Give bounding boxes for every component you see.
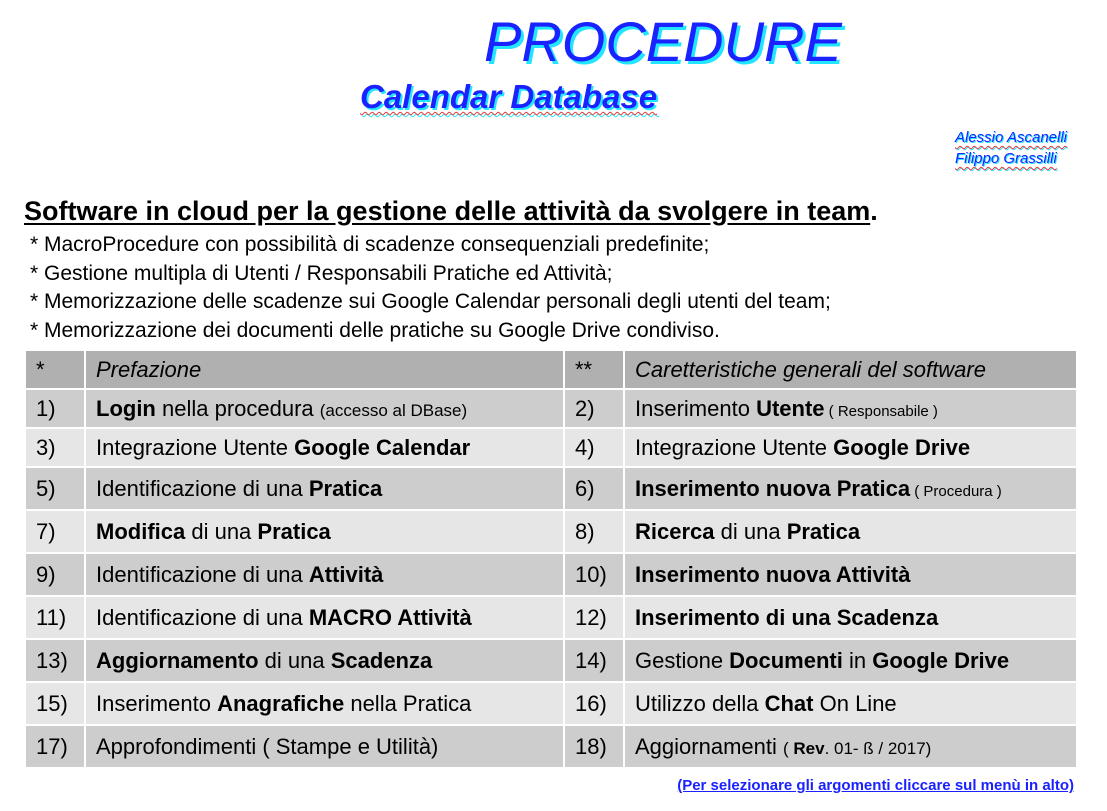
menu-hint-link[interactable]: (Per selezionare gli argomenti cliccare sul menù in alto) <box>677 777 1074 794</box>
topic-text: Inserimento <box>635 395 757 421</box>
topic-item[interactable] <box>86 511 565 554</box>
topic-text: in <box>842 647 873 673</box>
topic-text: di una <box>714 518 787 544</box>
topic-text: Utilizzo della <box>635 690 765 716</box>
topic-number: 11) <box>26 597 86 640</box>
page-title: PROCEDURE <box>484 10 842 73</box>
intro-heading <box>24 195 878 227</box>
topic-number: 4) <box>565 429 625 468</box>
topic-text: ( Responsabile ) <box>824 402 938 420</box>
topic-text: di una <box>185 518 258 544</box>
topic-number: 15) <box>26 683 86 726</box>
header-prefazione: Prefazione <box>86 351 565 390</box>
topic-item[interactable] <box>86 597 565 640</box>
feature-item: * Memorizzazione delle scadenze sui Google Calendar personali degli utenti del team; <box>30 290 831 313</box>
author-name: Filippo Grassilli <box>955 150 1057 167</box>
topic-number: 6) <box>565 468 625 511</box>
topic-item[interactable] <box>86 726 565 769</box>
topic-text: Identificazione di una <box>96 604 309 630</box>
topic-text: Aggiornamenti <box>635 733 783 759</box>
topic-keyword: Pratica <box>786 518 861 544</box>
topic-keyword: MACRO Attività <box>308 604 472 630</box>
topic-number: 1) <box>26 390 86 429</box>
table-row <box>26 390 1076 429</box>
topic-keyword: Attività <box>308 561 384 587</box>
intro-heading-end: . <box>870 196 878 226</box>
topic-number: 12) <box>565 597 625 640</box>
topic-number: 7) <box>26 511 86 554</box>
topic-keyword: Pratica <box>257 518 331 544</box>
table-row <box>26 683 1076 726</box>
topic-keyword: Login <box>96 395 156 421</box>
topic-item[interactable] <box>625 511 1076 554</box>
feature-list <box>30 231 831 345</box>
topic-keyword: Documenti <box>729 647 843 673</box>
topic-keyword: Rev <box>793 738 825 758</box>
table-row <box>26 640 1076 683</box>
topic-text: nella Pratica <box>344 690 472 716</box>
topic-keyword: Aggiornamento <box>96 647 259 673</box>
author-name: Alessio Ascanelli <box>955 129 1067 146</box>
authors <box>955 127 1067 169</box>
header-caratteristiche: Caretteristiche generali del software <box>625 351 1076 390</box>
topic-keyword: Ricerca <box>635 518 715 544</box>
topic-keyword: Inserimento di una Scadenza <box>635 604 939 630</box>
topic-keyword: Utente <box>756 395 825 421</box>
topic-number: 8) <box>565 511 625 554</box>
topic-number: 18) <box>565 726 625 769</box>
topic-text: di una <box>258 647 331 673</box>
topic-text: ( Procedura ) <box>910 482 1002 500</box>
topic-keyword: Inserimento nuova Attività <box>635 561 911 587</box>
topic-text: Identificazione di una <box>96 475 309 501</box>
table-row <box>26 726 1076 769</box>
topic-item[interactable] <box>625 683 1076 726</box>
topic-text: ( <box>782 738 794 758</box>
topic-keyword: Modifica <box>96 518 186 544</box>
topic-text: nella procedura <box>155 395 320 421</box>
topic-keyword: Pratica <box>308 475 383 501</box>
topic-text: Integrazione Utente <box>96 434 295 460</box>
topic-number: 9) <box>26 554 86 597</box>
intro-heading-text: Software in cloud per la gestione delle attività da svolgere in team <box>24 196 871 226</box>
table-row <box>26 597 1076 640</box>
topic-item[interactable] <box>86 683 565 726</box>
topic-number: 17) <box>26 726 86 769</box>
topic-item[interactable] <box>86 640 565 683</box>
topic-keyword: Inserimento nuova Pratica <box>635 475 911 501</box>
feature-item: * Memorizzazione dei documenti delle pratiche su Google Drive condiviso. <box>30 318 720 342</box>
topic-text: (accesso al DBase) <box>319 400 468 420</box>
topic-text: Integrazione Utente <box>635 434 834 460</box>
table-header-row <box>26 351 1076 390</box>
header-marker: * <box>26 351 86 390</box>
topic-text: On Line <box>813 690 897 716</box>
table-row <box>26 554 1076 597</box>
topic-keyword: Google Calendar <box>294 434 471 460</box>
topic-item[interactable] <box>625 640 1076 683</box>
header-marker: ** <box>565 351 625 390</box>
topic-item[interactable] <box>86 554 565 597</box>
topic-number: 16) <box>565 683 625 726</box>
topic-number: 5) <box>26 468 86 511</box>
topic-number: 14) <box>565 640 625 683</box>
topic-number: 3) <box>26 429 86 468</box>
topic-text: Inserimento <box>96 690 218 716</box>
topic-keyword: Google Drive <box>833 434 971 460</box>
topic-number: 2) <box>565 390 625 429</box>
topic-number: 10) <box>565 554 625 597</box>
topic-text: Approfondimenti ( Stampe e Utilità) <box>96 733 439 759</box>
topic-item[interactable] <box>86 390 565 429</box>
topic-item[interactable] <box>625 597 1076 640</box>
table-row <box>26 429 1076 468</box>
table-row <box>26 511 1076 554</box>
topic-text: . 01- ß / 2017) <box>824 738 932 758</box>
table-row <box>26 468 1076 511</box>
topic-item[interactable] <box>625 468 1076 511</box>
topic-keyword: Anagrafiche <box>217 690 345 716</box>
topic-item[interactable] <box>625 726 1076 769</box>
topic-keyword: Chat <box>764 690 814 716</box>
topic-item[interactable] <box>625 554 1076 597</box>
feature-item: * MacroProcedure con possibilità di scadenze consequenziali predefinite; <box>30 233 710 256</box>
topic-text: Gestione <box>635 647 730 673</box>
topic-text: Identificazione di una <box>96 561 309 587</box>
topics-table <box>26 351 1076 769</box>
topic-keyword: Scadenza <box>330 647 433 673</box>
topic-item[interactable] <box>625 390 1076 429</box>
feature-item: * Gestione multipla di Utenti / Responsabili Pratiche ed Attività; <box>30 261 613 285</box>
topic-item[interactable] <box>86 429 565 468</box>
topic-item[interactable] <box>86 468 565 511</box>
topic-keyword: Google Drive <box>872 647 1010 673</box>
page-subtitle: Calendar Database <box>360 78 658 115</box>
topic-item[interactable] <box>625 429 1076 468</box>
topic-number: 13) <box>26 640 86 683</box>
